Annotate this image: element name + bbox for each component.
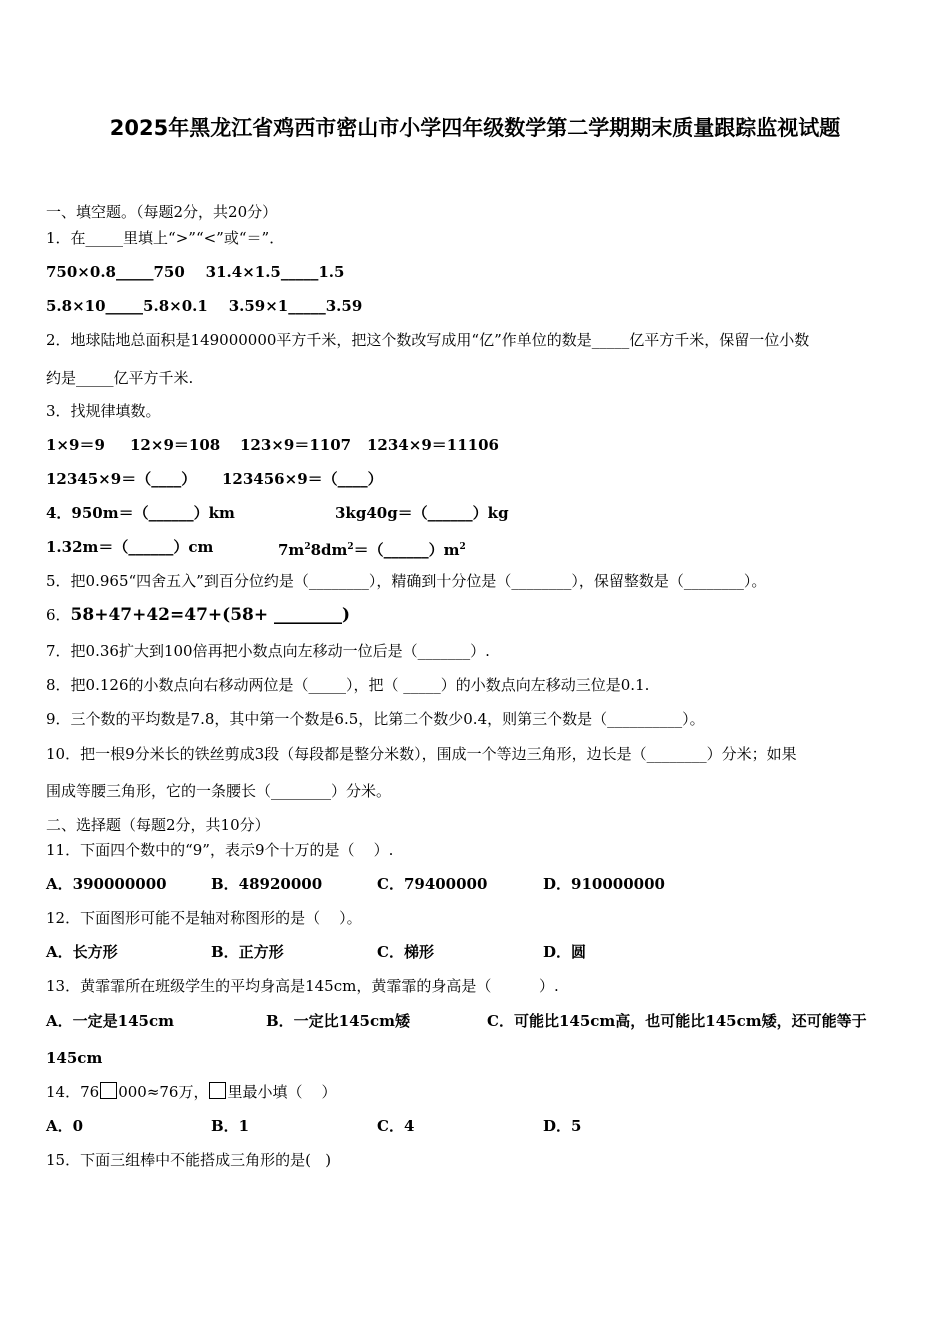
q14-option-a: A．0 <box>46 1117 84 1135</box>
q11-option-b: B．48920000 <box>211 875 323 893</box>
q14-option-b: B．1 <box>211 1117 250 1135</box>
q11-option-a: A．390000000 <box>46 875 167 893</box>
q3-blank-2: 123456×9＝（____） <box>222 470 383 488</box>
q2-line-2: 约是_____亿平方千米. <box>46 369 194 387</box>
q3-stem: 3．找规律填数。 <box>46 402 161 420</box>
q4-part-c: 1.32m＝（______）cm <box>46 538 214 556</box>
q10-line-1: 10．把一根9分米长的铁丝剪成3段（每段都是整分米数），围成一个等边三角形，边长是（________）分米；如果 <box>46 745 797 763</box>
q3-pattern-3: 123×9＝1107 <box>240 436 352 454</box>
q2-line-1: 2．地球陆地总面积是149000000平方千米，把这个数改写成用“亿”作单位的数是_____亿平方千米，保留一位小数 <box>46 331 810 349</box>
q4-part-b: 3kg40g＝（______）kg <box>335 504 509 522</box>
q1-stem: 1．在_____里填上“>”“<”或“＝”． <box>46 229 285 247</box>
q13-option-b: B．一定比145cm矮 <box>266 1012 410 1030</box>
q14-option-d: D．5 <box>543 1117 582 1135</box>
q9: 9．三个数的平均数是7.8，其中第一个数是6.5，比第二个数少0.4，则第三个数是（__________）。 <box>46 710 705 728</box>
q13-option-c: C．可能比145cm高，也可能比145cm矮，还可能等于 <box>487 1012 867 1030</box>
q4-part-d: $7m^28dm^2=(\_\_\_\_\_\_)m^2$ <box>278 541 466 559</box>
q3-pattern-4: 1234×9＝11106 <box>367 436 499 454</box>
q10-line-2: 围成等腰三角形，它的一条腰长（________）分米。 <box>46 782 392 800</box>
q6: 6．58+47+42=47+(58+ ________) <box>46 605 351 625</box>
q12-option-d: D．圆 <box>543 943 587 961</box>
q12-option-c: C．梯形 <box>377 943 434 961</box>
q13-stem: 13．黄霏霏所在班级学生的平均身高是145cm，黄霏霏的身高是（ ）. <box>46 977 559 995</box>
q8: 8．把0.126的小数点向右移动两位是（_____），把（ _____）的小数点向左移动三位是0.1. <box>46 676 650 694</box>
q3-pattern-1: 1×9＝9 <box>46 436 105 454</box>
q7: 7．把0.36扩大到100倍再把小数点向左移动一位后是（_______）. <box>46 642 490 660</box>
q12-option-a: A．长方形 <box>46 943 118 961</box>
q13-option-c-continued: 145cm <box>46 1049 103 1067</box>
q14-stem: 14．76 000≈76万， 里最小填（ ） <box>46 1083 337 1101</box>
page-title: 2025年黑龙江省鸡西市密山市小学四年级数学第二学期期末质量跟踪监视试题 <box>109 116 841 140</box>
q3-blank-1: 12345×9＝（____） <box>46 470 197 488</box>
q5: 5．把0.965“四舍五入”到百分位约是（________），精确到十分位是（________），保留整数是（________）。 <box>46 572 767 590</box>
q11-stem: 11．下面四个数中的“9”，表示9个十万的是（ ）. <box>46 841 394 859</box>
section-2-heading: 二、选择题（每题2分，共10分） <box>46 816 270 834</box>
blank-box-icon <box>209 1082 226 1099</box>
blank-box-icon <box>100 1082 117 1099</box>
q14-option-c: C．4 <box>377 1117 415 1135</box>
q11-option-c: C．79400000 <box>377 875 488 893</box>
q1-row-2: 5.8×10_____5.8×0.1 3.59×1_____3.59 <box>46 297 363 315</box>
q13-option-a: A．一定是145cm <box>46 1012 174 1030</box>
section-1-heading: 一、填空题。（每题2分，共20分） <box>46 203 278 221</box>
q15-stem: 15．下面三组棒中不能搭成三角形的是( ) <box>46 1151 332 1169</box>
q1-row-1: 750×0.8_____750 31.4×1.5_____1.5 <box>46 263 345 281</box>
q11-option-d: D．910000000 <box>543 875 665 893</box>
q12-stem: 12．下面图形可能不是轴对称图形的是（ ）。 <box>46 909 362 927</box>
q12-option-b: B．正方形 <box>211 943 284 961</box>
q4-part-a: 4．950m＝（______）km <box>46 504 235 522</box>
q3-pattern-2: 12×9＝108 <box>130 436 221 454</box>
